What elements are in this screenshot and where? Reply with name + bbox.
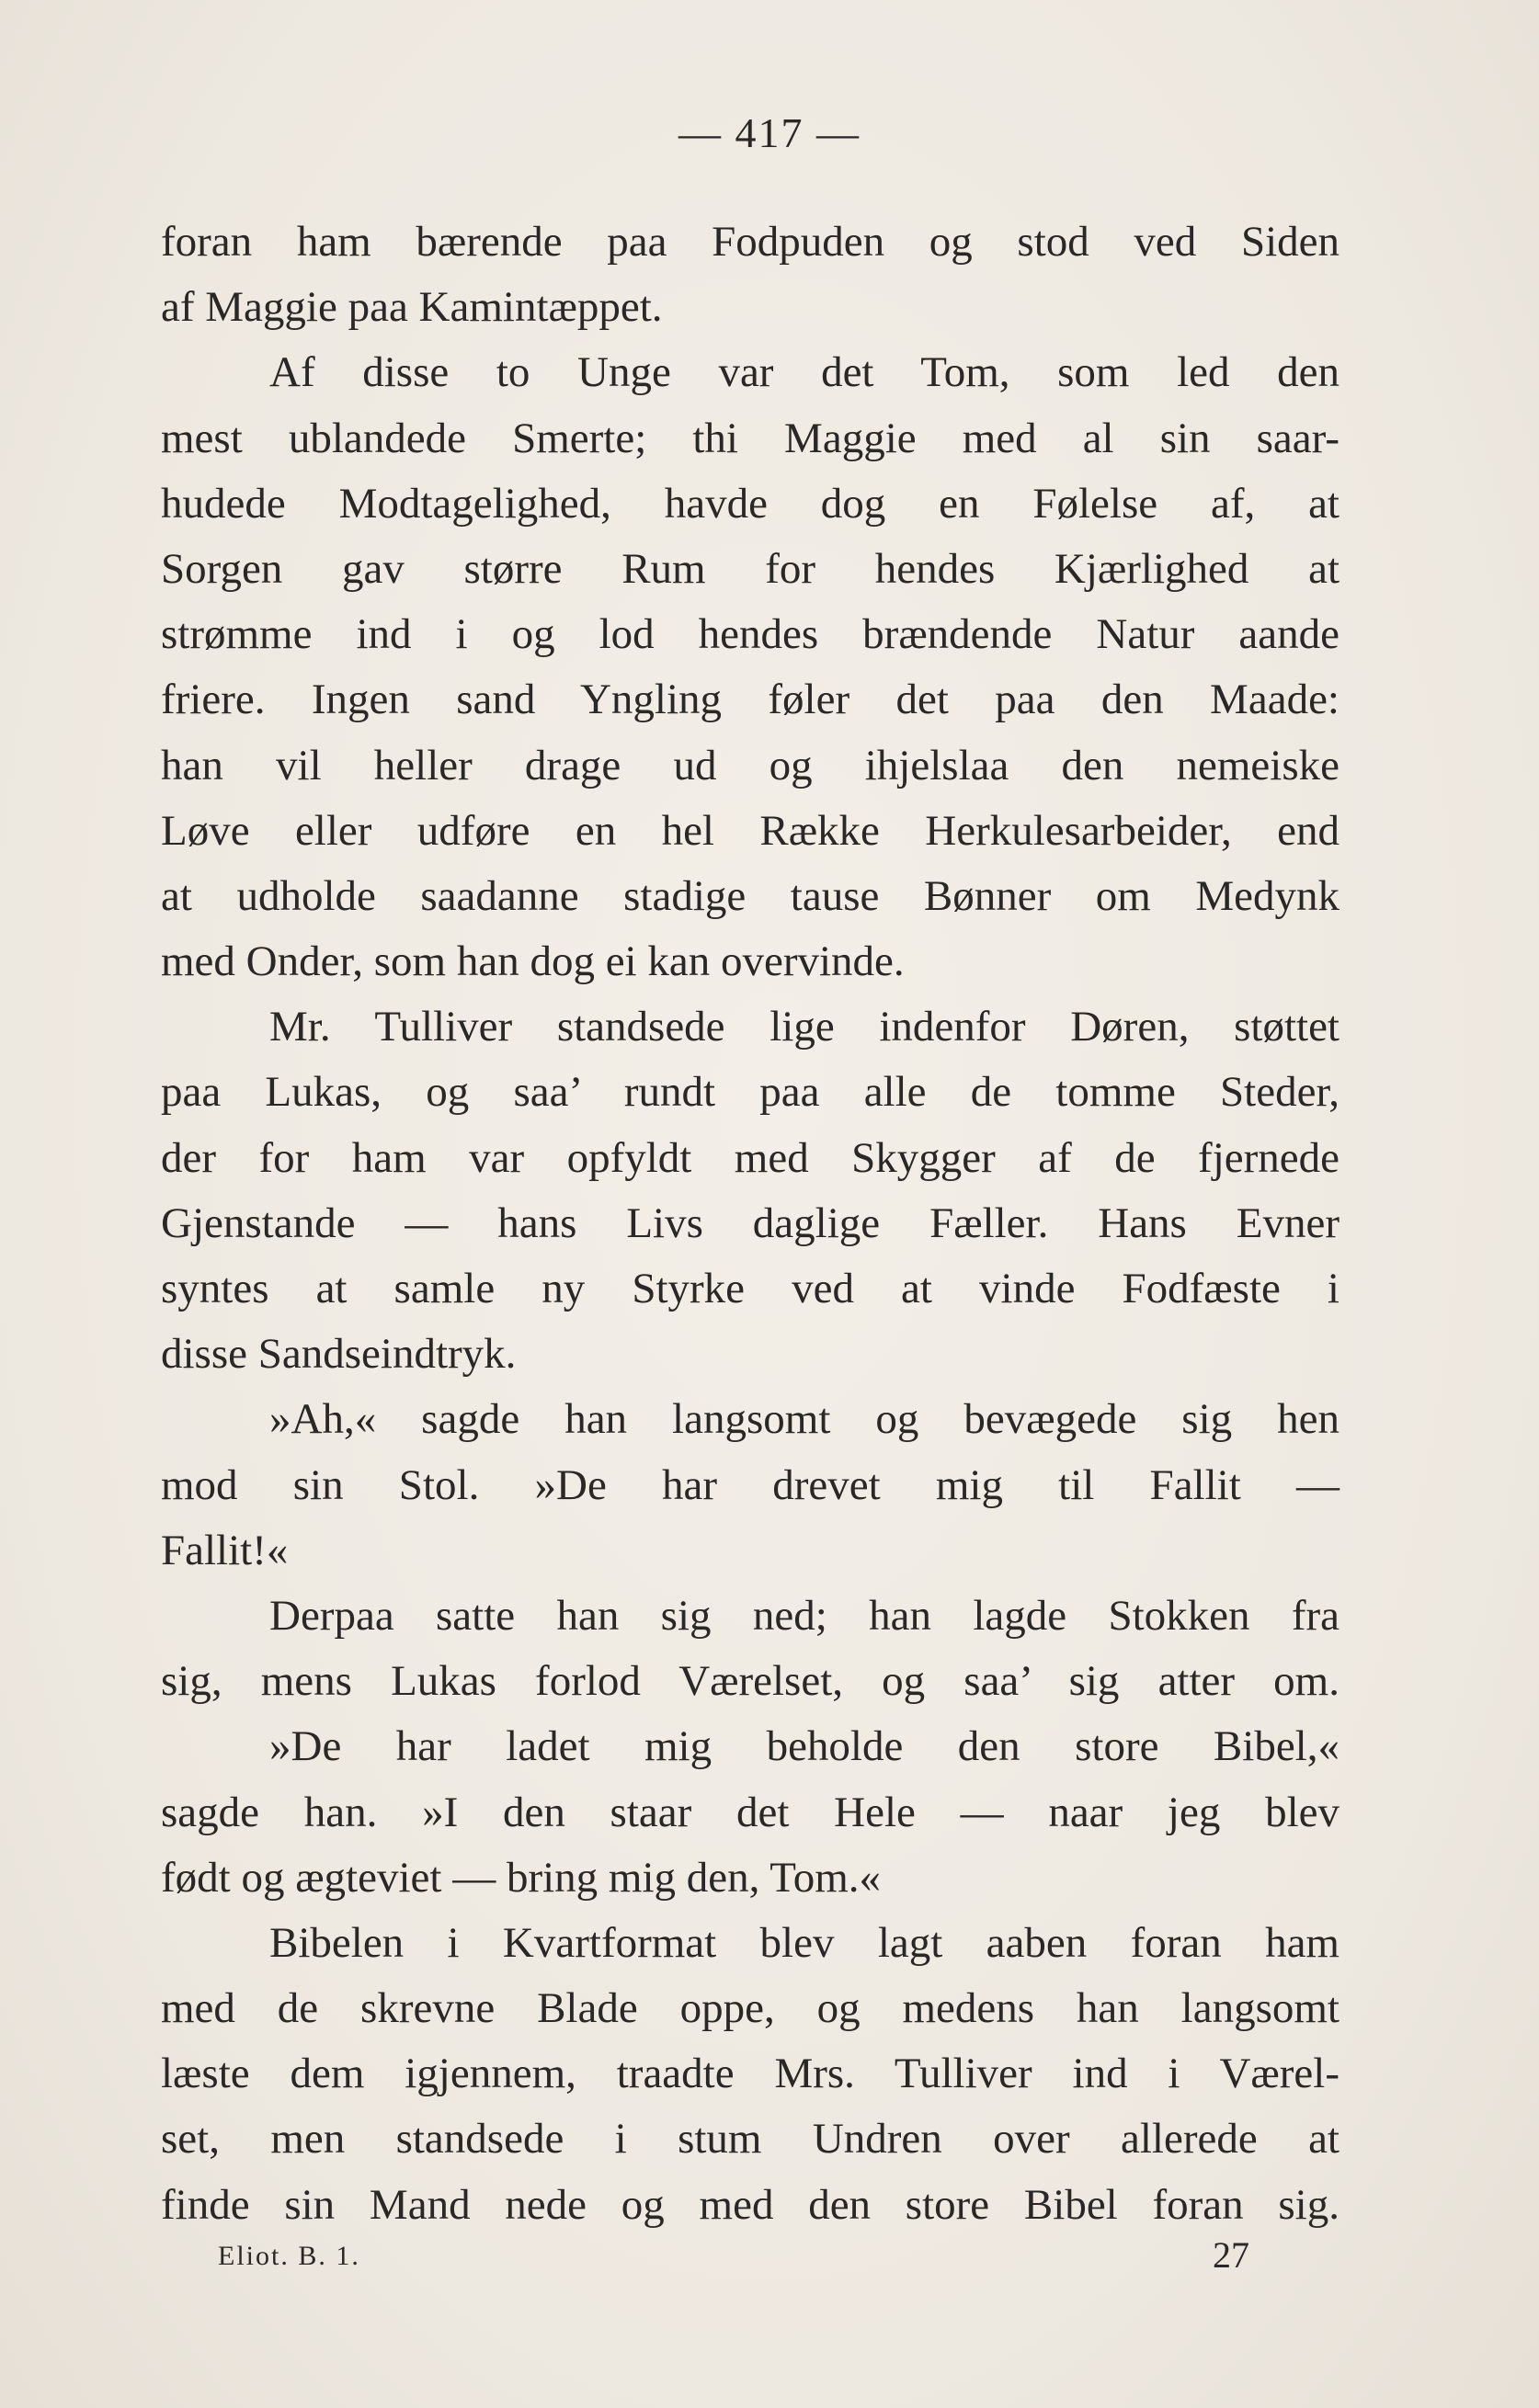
text-line: med Onder, som han dog ei kan overvinde. xyxy=(161,937,905,986)
text-line: »Ah,« sagde han langsomt og bevægede sig hen xyxy=(269,1395,1340,1444)
text-line: syntes at samle ny Styrke ved at vinde Fodfæste i xyxy=(161,1265,1340,1312)
text-line: Fallit!« xyxy=(161,1526,289,1574)
text-line: Af disse to Unge var det Tom, som led den xyxy=(269,348,1340,397)
text-line: Mr. Tulliver standsede lige indenfor Døren, støttet xyxy=(269,1003,1340,1051)
text-line: med de skrevne Blade oppe, og medens han langsomt xyxy=(161,1984,1340,2033)
text-line: Bibelen i Kvartformat blev lagt aaben foran ham xyxy=(269,1918,1340,1967)
text-line: at udholde saadanne stadige tause Bønner om Medynk xyxy=(161,871,1340,920)
text-line: læste dem igjennem, traadte Mrs. Tulliver ind i Værel- xyxy=(161,2050,1340,2098)
text-line: foran ham bærende paa Fodpuden og stod ved Siden xyxy=(161,218,1340,266)
text-line: Gjenstande — hans Livs daglige Fæller. Hans Evner xyxy=(161,1198,1340,1247)
text-line: mod sin Stol. »De har drevet mig til Fallit — xyxy=(161,1460,1340,1509)
text-line: Derpaa satte han sig ned; han lagde Stokken fra xyxy=(269,1591,1340,1640)
text-line: disse Sandseindtryk. xyxy=(161,1330,517,1379)
signature-mark: Eliot. B. 1. xyxy=(218,2241,360,2271)
sheet-number: 27 xyxy=(1213,2234,1249,2276)
text-line: paa Lukas, og saa’ rundt paa alle de tomme Steder, xyxy=(161,1068,1340,1117)
text-line: Løve eller udføre en hel Række Herkulesarbeider, end xyxy=(161,806,1340,855)
text-line: strømme ind i og lod hendes brændende Natur aande xyxy=(161,610,1340,659)
page-footer xyxy=(161,2233,1340,2289)
text-line: sagde han. »I den staar det Hele — naar jeg blev xyxy=(161,1788,1340,1836)
text-line: mest ublandede Smerte; thi Maggie med al sin saar- xyxy=(161,414,1340,462)
text-line: født og ægteviet — bring mig den, Tom.« xyxy=(161,1853,882,1902)
text-line: sig, mens Lukas forlod Værelset, og saa’ sig atter om. xyxy=(161,1657,1340,1706)
text-line: friere. Ingen sand Yngling føler det paa den Maade: xyxy=(161,676,1340,724)
text-line: af Maggie paa Kamintæppet. xyxy=(161,283,663,332)
text-line: Sorgen gav større Rum for hendes Kjærlighed at xyxy=(161,544,1340,593)
text-line: han vil heller drage ud og ihjelslaa den nemeiske xyxy=(161,741,1340,789)
body-text xyxy=(161,210,1340,2238)
text-line: hudede Modtagelighed, havde dog en Følelse af, at xyxy=(161,479,1340,528)
text-line: finde sin Mand nede og med den store Bibel foran sig. xyxy=(161,2180,1340,2229)
page-number: — 417 — xyxy=(678,109,861,156)
text-line: set, men standsede i stum Undren over allerede at xyxy=(161,2115,1340,2164)
text-line: »De har ladet mig beholde den store Bibel,« xyxy=(269,1722,1340,1771)
text-line: der for ham var opfyldt med Skygger af de fjernede xyxy=(161,1133,1340,1182)
